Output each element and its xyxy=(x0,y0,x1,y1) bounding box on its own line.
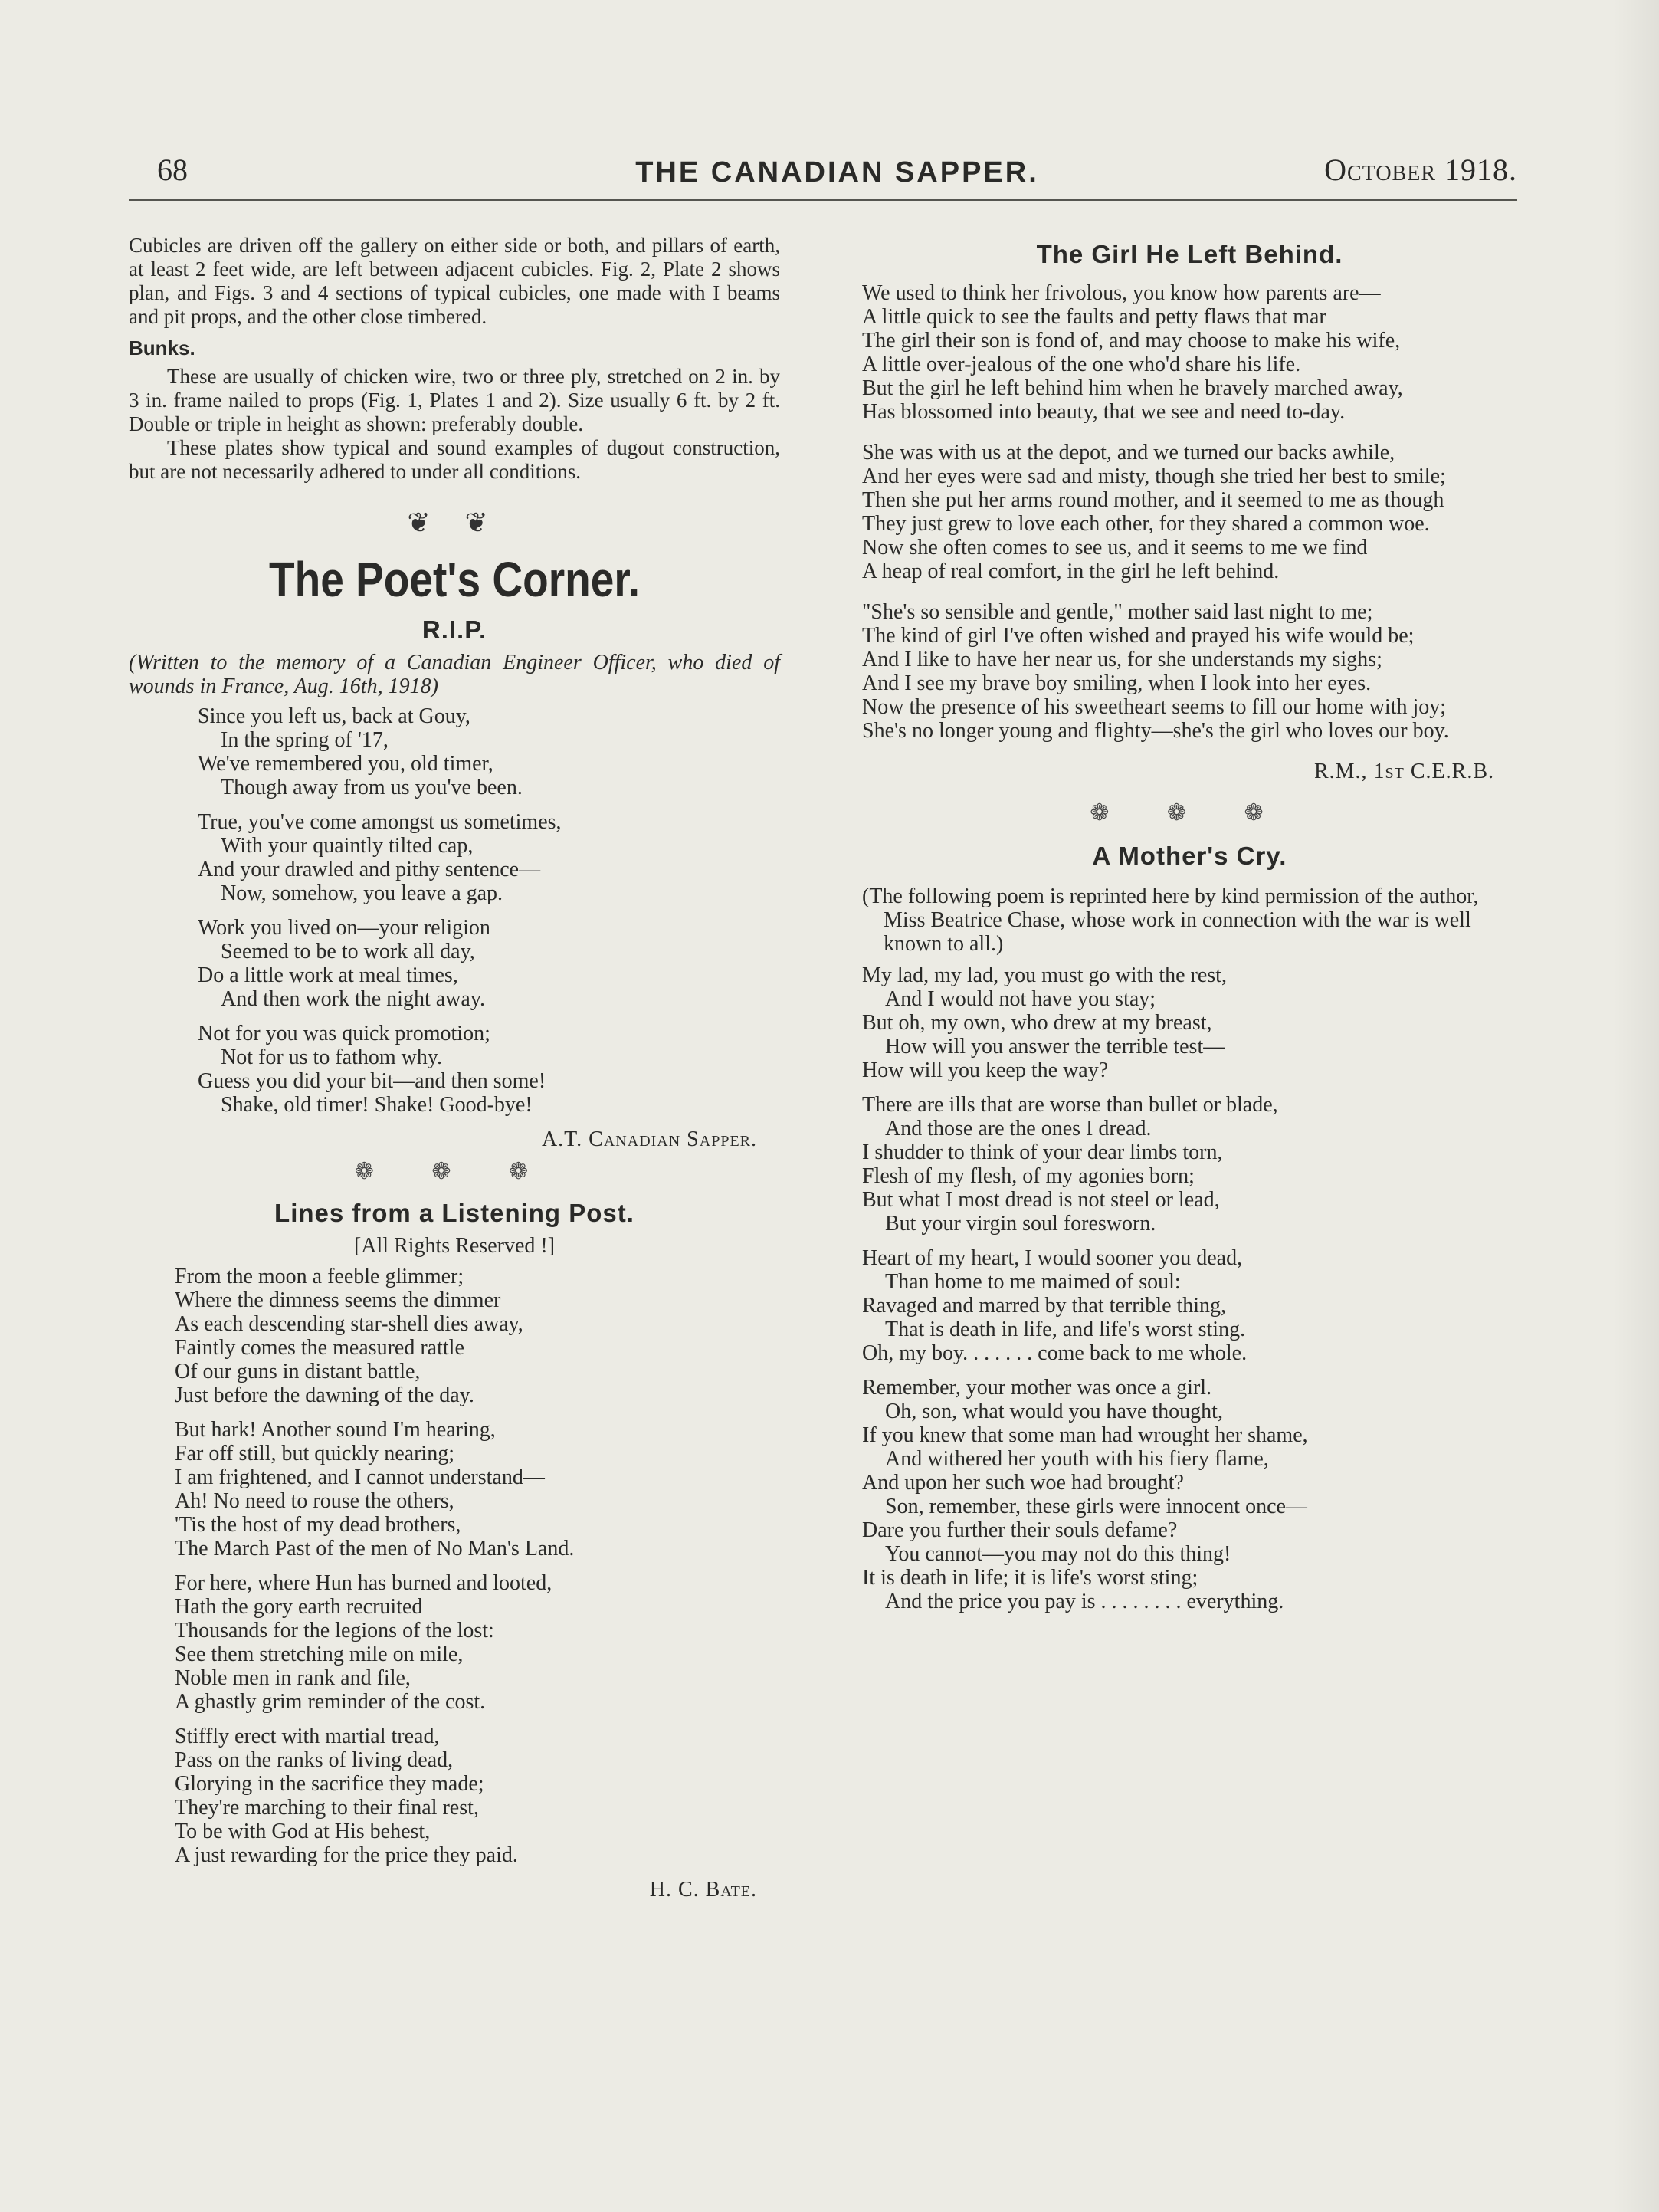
stanza xyxy=(862,600,1517,743)
divider-icon: ❁ ❁ ❁ xyxy=(1090,800,1290,825)
poem-line: To be with God at His behest, xyxy=(175,1820,431,1843)
poem-line: Thousands for the legions of the lost: xyxy=(175,1619,494,1643)
poem-line: Work you lived on—your religion xyxy=(198,916,490,940)
stanza xyxy=(862,1376,1517,1613)
stanza xyxy=(198,810,780,905)
poem-line: Not for you was quick promotion; xyxy=(198,1022,490,1045)
poem-line: "She's so sensible and gentle," mother said last night to me; xyxy=(862,600,1373,624)
girl-poem xyxy=(862,281,1517,743)
poem-line: Faintly comes the measured rattle xyxy=(175,1336,464,1360)
poem-line: You cannot—you may not do this thing! xyxy=(885,1542,1231,1566)
poem-line: Of our guns in distant battle, xyxy=(175,1360,421,1383)
poem-line: A just rewarding for the price they paid. xyxy=(175,1843,518,1867)
poem-line: But what I most dread is not steel or lead, xyxy=(862,1188,1220,1212)
poem-line: Oh, my boy. . . . . . . come back to me whole. xyxy=(862,1341,1248,1365)
poem-line: Heart of my heart, I would sooner you dead, xyxy=(862,1246,1243,1270)
stanza xyxy=(862,963,1517,1082)
poem-line: But oh, my own, who drew at my breast, xyxy=(862,1011,1212,1035)
poem-line: Ah! No need to rouse the others, xyxy=(175,1489,454,1513)
listening-post-poem xyxy=(129,1265,780,1867)
poem-line: A little quick to see the faults and petty flaws that mar xyxy=(862,305,1326,329)
poem-line: Remember, your mother was once a girl. xyxy=(862,1376,1212,1400)
poem-line: They just grew to love each other, for they shared a common woe. xyxy=(862,512,1430,536)
poem-line: A little over-jealous of the one who'd share his life. xyxy=(862,353,1301,376)
rip-dedication: (Written to the memory of a Canadian Engineer Officer, who died of wounds in France, Aug. 16th, 1918) xyxy=(129,651,780,698)
poem-line: Noble men in rank and file, xyxy=(175,1666,411,1690)
rip-poem xyxy=(129,704,780,1117)
poem-line: Than home to me maimed of soul: xyxy=(885,1270,1181,1294)
stanza xyxy=(175,1571,780,1714)
poem-line: Dare you further their souls defame? xyxy=(862,1518,1178,1542)
poem-line: And those are the ones I dread. xyxy=(885,1117,1152,1140)
poem-line: For here, where Hun has burned and looted, xyxy=(175,1571,552,1595)
rip-title: R.I.P. xyxy=(421,615,487,644)
poem-line: A heap of real comfort, in the girl he left behind. xyxy=(862,560,1280,583)
stanza xyxy=(862,1093,1517,1236)
poem-line: With your quaintly tilted cap, xyxy=(221,834,474,858)
poem-line: Do a little work at meal times, xyxy=(198,963,458,987)
poem-line: Not for us to fathom why. xyxy=(221,1045,443,1069)
stanza xyxy=(862,441,1517,583)
poem-line: Though away from us you've been. xyxy=(221,776,523,799)
poem-line: And then work the night away. xyxy=(221,987,485,1011)
rights-notice: [All Rights Reserved !] xyxy=(353,1234,556,1258)
poem-line: How will you answer the terrible test— xyxy=(885,1035,1225,1058)
poem-line: I shudder to think of your dear limbs torn, xyxy=(862,1140,1223,1164)
poem-line: It is death in life; it is life's worst sting; xyxy=(862,1566,1198,1590)
poem-line: I am frightened, and I cannot understand— xyxy=(175,1465,545,1489)
poem-line: There are ills that are worse than bullet or blade, xyxy=(862,1093,1278,1117)
poem-line: And I like to have her near us, for she understands my sighs; xyxy=(862,648,1382,671)
poem-line: Then she put her arms round mother, and it seemed to me as though xyxy=(862,488,1444,512)
stanza xyxy=(862,1246,1517,1365)
poem-line: But your virgin soul foresworn. xyxy=(885,1212,1156,1236)
poem-line: Guess you did your bit—and then some! xyxy=(198,1069,546,1093)
poem-line: Seemed to be to work all day, xyxy=(221,940,475,963)
issue-date: October 1918. xyxy=(1324,153,1517,187)
stanza xyxy=(198,704,780,799)
mother-preface: (The following poem is reprinted here by kind permission of the author, Miss Beatrice Chase, whose work in connection with the war is well known to all.) xyxy=(862,884,1479,956)
poem-line: Pass on the ranks of living dead, xyxy=(175,1748,454,1772)
left-column xyxy=(129,234,780,1908)
running-title: THE CANADIAN SAPPER. xyxy=(635,156,1039,189)
poem-line: Now the presence of his sweetheart seems to fill our home with joy; xyxy=(862,695,1447,719)
poem-line: As each descending star-shell dies away, xyxy=(175,1312,523,1336)
poem-line: Shake, old timer! Shake! Good-bye! xyxy=(221,1093,533,1117)
poem-line: And upon her such woe had brought? xyxy=(862,1471,1184,1495)
poem-line: Ravaged and marred by that terrible thing, xyxy=(862,1294,1227,1318)
poem-line: She's no longer young and flighty—she's the girl who loves our boy. xyxy=(862,719,1449,743)
poem-line: The March Past of the men of No Man's Land. xyxy=(175,1537,575,1561)
poem-line: From the moon a feeble glimmer; xyxy=(175,1265,464,1288)
poem-line: The girl their son is fond of, and may choose to make his wife, xyxy=(862,329,1401,353)
poem-line: And I would not have you stay; xyxy=(885,987,1156,1011)
stanza xyxy=(175,1265,780,1407)
poem-line: Flesh of my flesh, of my agonies born; xyxy=(862,1164,1195,1188)
stanza xyxy=(198,916,780,1011)
stanza xyxy=(175,1725,780,1867)
poem-line: In the spring of '17, xyxy=(221,728,389,752)
poem-line: Stiffly erect with martial tread, xyxy=(175,1725,440,1748)
girl-signature: R.M., 1st C.E.R.B. xyxy=(1313,760,1494,783)
poem-line: Far off still, but quickly nearing; xyxy=(175,1442,454,1465)
poem-line: A ghastly grim reminder of the cost. xyxy=(175,1690,486,1714)
poem-line: Just before the dawning of the day. xyxy=(175,1383,474,1407)
poem-line: And withered her youth with his fiery flame, xyxy=(885,1447,1269,1471)
right-column xyxy=(862,234,1517,1624)
divider-icon: ❁ ❁ ❁ xyxy=(354,1159,555,1184)
poem-line: Now, somehow, you leave a gap. xyxy=(221,881,503,905)
poem-line: Glorying in the sacrifice they made; xyxy=(175,1772,484,1796)
bunks-heading: Bunks. xyxy=(129,336,195,359)
cubicles-paragraph: Cubicles are driven off the gallery on either side or both, and pillars of earth, at least 2 feet wide, are left between adjacent cubicles. Fig. 2, Plate 2 shows plan, and Figs. 3 and 4 sections of typical cubicles, one made with I beams and pit props, and the other close timbered. xyxy=(129,234,780,328)
poem-line: She was with us at the depot, and we turned our backs awhile, xyxy=(862,441,1395,464)
poem-line: And your drawled and pithy sentence— xyxy=(198,858,541,881)
poem-line: The kind of girl I've often wished and prayed his wife would be; xyxy=(862,624,1415,648)
poem-line: If you knew that some man had wrought her shame, xyxy=(862,1423,1308,1447)
rip-signature: A.T. Canadian Sapper. xyxy=(541,1127,757,1151)
poem-line: My lad, my lad, you must go with the rest, xyxy=(862,963,1227,987)
mother-title: A Mother's Cry. xyxy=(1092,842,1287,870)
listening-post-title: Lines from a Listening Post. xyxy=(274,1199,634,1227)
section-title: The Poet's Corner. xyxy=(268,552,641,607)
poem-line: Now she often comes to see us, and it seems to me we find xyxy=(862,536,1368,560)
bunks-paragraph-1: These are usually of chicken wire, two or three ply, stretched on 2 in. by 3 in. frame nailed to props (Fig. 1, Plates 1 and 2). Size usually 6 ft. by 2 ft. Double or triple in height as shown: preferably double. xyxy=(129,365,780,435)
bunks-paragraph-2: These plates show typical and sound examples of dugout construction, but are not necessarily adhered to under all conditions. xyxy=(129,436,780,483)
poem-line: But the girl he left behind him when he bravely marched away, xyxy=(862,376,1403,400)
poem-line: Has blossomed into beauty, that we see and need to-day. xyxy=(862,400,1346,424)
poem-line: How will you keep the way? xyxy=(862,1058,1109,1082)
stanza xyxy=(175,1418,780,1561)
ornament-icon: ❦ ❦ xyxy=(407,507,502,538)
poem-line: Hath the gory earth recruited xyxy=(175,1595,423,1619)
poem-line: And the price you pay is . . . . . . . . everything. xyxy=(885,1590,1284,1613)
poem-line: Oh, son, what would you have thought, xyxy=(885,1400,1223,1423)
poem-line: See them stretching mile on mile, xyxy=(175,1643,464,1666)
poem-line: Son, remember, these girls were innocent once— xyxy=(885,1495,1307,1518)
page-edge-shadow xyxy=(1613,0,1659,2212)
poem-line: We've remembered you, old timer, xyxy=(198,752,493,776)
poem-line: And I see my brave boy smiling, when I look into her eyes. xyxy=(862,671,1372,695)
page-header xyxy=(157,152,1517,198)
girl-title: The Girl He Left Behind. xyxy=(1036,240,1343,268)
listening-post-signature: H. C. Bate. xyxy=(649,1878,757,1902)
poem-line: We used to think her frivolous, you know how parents are— xyxy=(862,281,1381,305)
header-rule xyxy=(129,199,1517,201)
poem-line: 'Tis the host of my dead brothers, xyxy=(175,1513,461,1537)
poem-line: And her eyes were sad and misty, though she tried her best to smile; xyxy=(862,464,1446,488)
poem-line: True, you've come amongst us sometimes, xyxy=(198,810,562,834)
mother-poem xyxy=(862,963,1517,1613)
page-number: 68 xyxy=(157,153,188,187)
poem-line: They're marching to their final rest, xyxy=(175,1796,479,1820)
poem-line: But hark! Another sound I'm hearing, xyxy=(175,1418,496,1442)
stanza xyxy=(862,281,1517,424)
poem-line: Where the dimness seems the dimmer xyxy=(175,1288,501,1312)
stanza xyxy=(198,1022,780,1117)
poem-line: Since you left us, back at Gouy, xyxy=(198,704,470,728)
poem-line: That is death in life, and life's worst sting. xyxy=(885,1318,1246,1341)
